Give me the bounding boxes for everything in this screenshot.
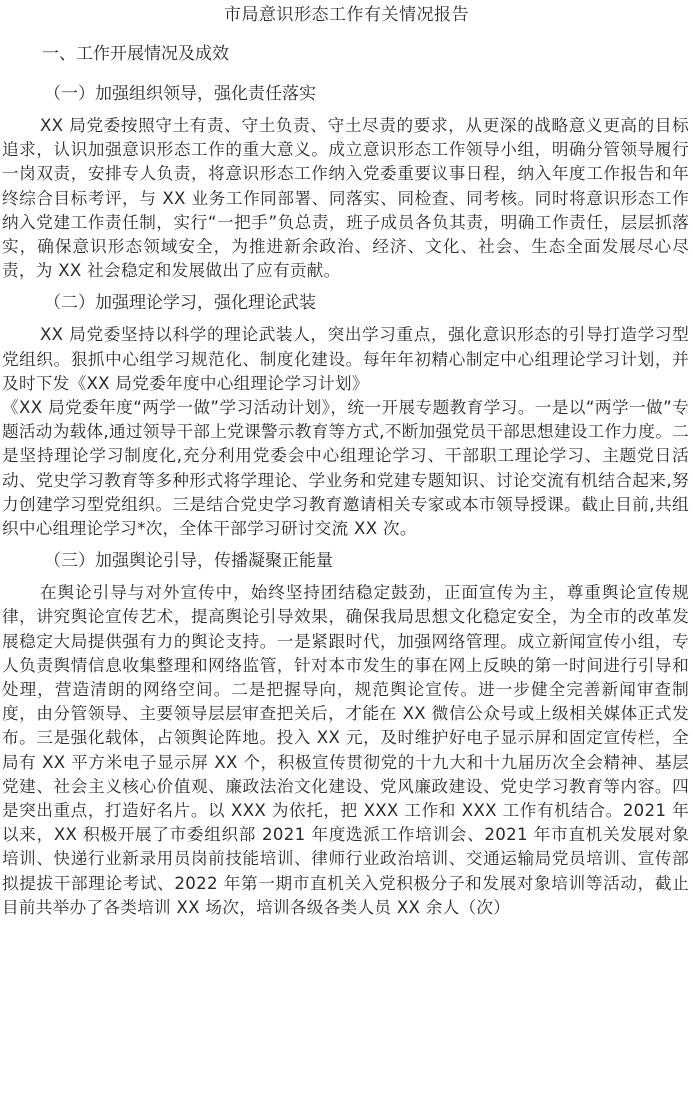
subsection-2-body: XX 局党委坚持以科学的理论武装人，突出学习重点，强化意识形态的引导打造学习型党组织。狠抓中心组学习规范化、制度化建设。每年年初精心制定中心组理论学习计划，并及时下发《XX 局党委年度中心组理论学习计划》 《XX 局党委年度“两学一做”学习活动计划》，统一开展专题教育学习。一是以“两学一做”专题活动为载体,通过领导干部上党课警示教育等方式,不断加强党员干部思想建设工作力度。二是坚持理论学习制度化,充分利用党委会中心组理论学习、干部职工理论学习、主题党日活动、党史学习教育等多种形式将学理论、学业务和党建专题知识、讨论交流有机结合起来,努力创建学习型党组织。三是结合党史学习教育邀请相关专家或本市领导授课。截止目前,共组织中心组理论学习*次，全体干部学习研讨交流 XX 次。 xyxy=(2,325,689,539)
subsection-3-heading: （三）加强舆论引导，传播凝聚正能量 xyxy=(44,551,333,572)
subsection-1-body: XX 局党委按照守土有责、守土负责、守土尽责的要求，从更深的战略意义更高的目标追求，认识加强意识形态工作的重大意义。成立意识形态工作领导小组，明确分管领导履行一岗双责，安排专人负责，将意识形态工作纳入党委重要议事日程，纳入年度工作报告和年终综合目标考评，与 XX 业务工作同部署、同落实、同检查、同考核。同时将意识形态工作纳入党建工作责任制，实行“一把手”负总责，班子成员各负其责，明确工作责任，层层抓落实，确保意识形态领域安全，为推进新余政治、经济、文化、社会、生态全面发展尽心尽责，为 XX 社会稳定和发展做出了应有贡献。 xyxy=(2,116,689,281)
section-1-heading: 一、工作开展情况及成效 xyxy=(42,44,229,64)
subsection-3-body: 在舆论引导与对外宣传中，始终坚持团结稳定鼓劲，正面宣传为主，尊重舆论宣传规律，讲究舆论宣传艺术，提高舆论引导效果，确保我局思想文化稳定安全，为全市的改革发展稳定大局提供强有力的舆论支持。一是紧跟时代，加强网络管理。成立新闻宣传小组，专人负责舆情信息收集整理和网络监管，针对本市发生的事在网上反映的第一时间进行引导和处理，营造清朗的网络空间。二是把握导向，规范舆论宣传。进一步健全完善新闻审查制度，由分管领导、主要领导层层审查把关后，才能在 XX 微信公众号或上级相关媒体正式发布。三是强化载体，占领舆论阵地。投入 XX 元，及时维护好电子显示屏和固定宣传栏，全局有 XX 平方米电子显示屏 XX 个，积极宣传贯彻党的十九大和十九届历次全会精神、基层党建、社会主义核心价值观、廉政法治文化建设、党风廉政建设、党史学习教育等内容。四是突出重点，打造好名片。以 XXX 为依托，把 XXX 工作和 XXX 工作有机结合。2021 年以来，XX 积极开展了市委组织部 2021 年度选派工作培训会、2021 年市直机关发展对象培训、快递行业新录用员岗前技能培训、律师行业政治培训、交通运输局党员培训、宣传部拟提拔干部理论考试、2022 年第一期市直机关入党积极分子和发展对象培训等活动，截止目前共举办了各类培训 XX 场次，培训各级各类人员 XX 余人（次） xyxy=(2,583,689,917)
document-title: 市局意识形态工作有关情况报告 xyxy=(224,5,469,25)
subsection-2-heading: （二）加强理论学习，强化理论武装 xyxy=(44,293,316,314)
subsection-1-heading: （一）加强组织领导，强化责任落实 xyxy=(44,84,316,104)
